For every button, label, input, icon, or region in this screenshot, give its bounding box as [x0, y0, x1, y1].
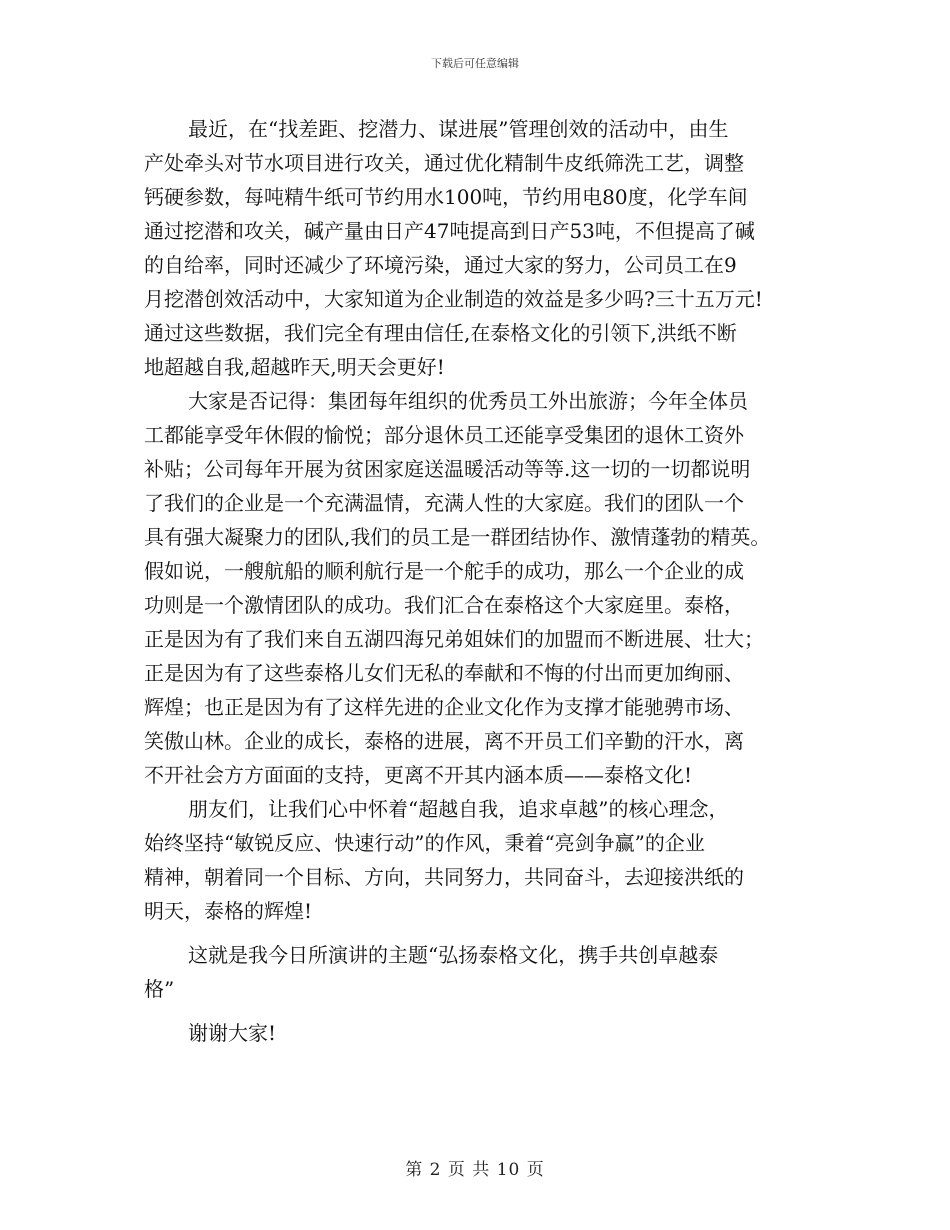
text-line: 具有强大凝聚力的团队,我们的员工是一群团结协作、激情蓬勃的精英。	[144, 525, 771, 549]
text-line: 补贴；公司每年开展为贫困家庭送温暖活动等等.这一切的一切都说明	[144, 457, 751, 481]
text-line: 产处牵头对节水项目进行攻关，通过优化精制牛皮纸筛洗工艺，调整	[144, 151, 744, 175]
text-line: 的自给率，同时还减少了环境污染，通过大家的努力，公司员工在9	[144, 253, 737, 277]
text-line: 笑傲山林。企业的成长，泰格的进展，离不开员工们辛勤的汗水，离	[144, 729, 744, 753]
page-number: 第 2 页 共 10 页	[405, 1160, 545, 1180]
text-line: 了我们的企业是一个充满温情，充满人性的大家庭。我们的团队一个	[144, 491, 744, 515]
text-line: 钙硬参数，每吨精牛纸可节约用水100吨，节约用电80度，化学车间	[144, 185, 748, 209]
text-line: 通过这些数据，我们完全有理由信任,在泰格文化的引领下,洪纸不断	[144, 321, 737, 345]
text-line: 谢谢大家!	[188, 1021, 277, 1045]
text-line: 精神，朝着同一个目标、方向，共同努力，共同奋斗，去迎接洪纸的	[144, 865, 744, 889]
text-line: 最近，在“找差距、挖潜力、谋进展”管理创效的活动中，由生	[188, 117, 729, 141]
text-line: 假如说，一艘航船的顺利航行是一个舵手的成功，那么一个企业的成	[144, 559, 744, 583]
text-line: 正是因为有了我们来自五湖四海兄弟姐妹们的加盟而不断进展、壮大；	[144, 627, 764, 651]
text-line: 始终坚持“敏锐反应、快速行动”的作风，秉着“亮剑争赢”的企业	[144, 831, 705, 855]
text-line: 不开社会方方面面的支持，更离不开其内涵本质——泰格文化!	[144, 763, 693, 787]
page-header: 下载后可任意编辑	[431, 57, 519, 70]
text-line: 明天，泰格的辉煌!	[144, 899, 313, 923]
text-line: 朋友们，让我们心中怀着“超越自我，追求卓越”的核心理念，	[188, 797, 729, 821]
text-line: 功则是一个激情团队的成功。我们汇合在泰格这个大家庭里。泰格，	[144, 593, 744, 617]
text-line: 辉煌；也正是因为有了这样先进的企业文化作为支撑才能驰骋市场、	[144, 695, 744, 719]
text-line: 大家是否记得：集团每年组织的优秀员工外出旅游；今年全体员	[188, 389, 748, 413]
text-line: 格”	[144, 977, 175, 1001]
text-line: 月挖潜创效活动中，大家知道为企业制造的效益是多少吗?三十五万元!	[144, 287, 763, 311]
text-line: 地超越自我,超越昨天,明天会更好!	[144, 355, 445, 379]
text-line: 通过挖潜和攻关，碱产量由日产47吨提高到日产53吨，不但提高了碱	[144, 219, 755, 243]
text-line: 正是因为有了这些泰格儿女们无私的奉献和不悔的付出而更加绚丽、	[144, 661, 744, 685]
text-line: 工都能享受年休假的愉悦；部分退休员工还能享受集团的退休工资外	[144, 423, 744, 447]
text-line: 这就是我今日所演讲的主题“弘扬泰格文化，携手共创卓越泰	[188, 943, 719, 967]
